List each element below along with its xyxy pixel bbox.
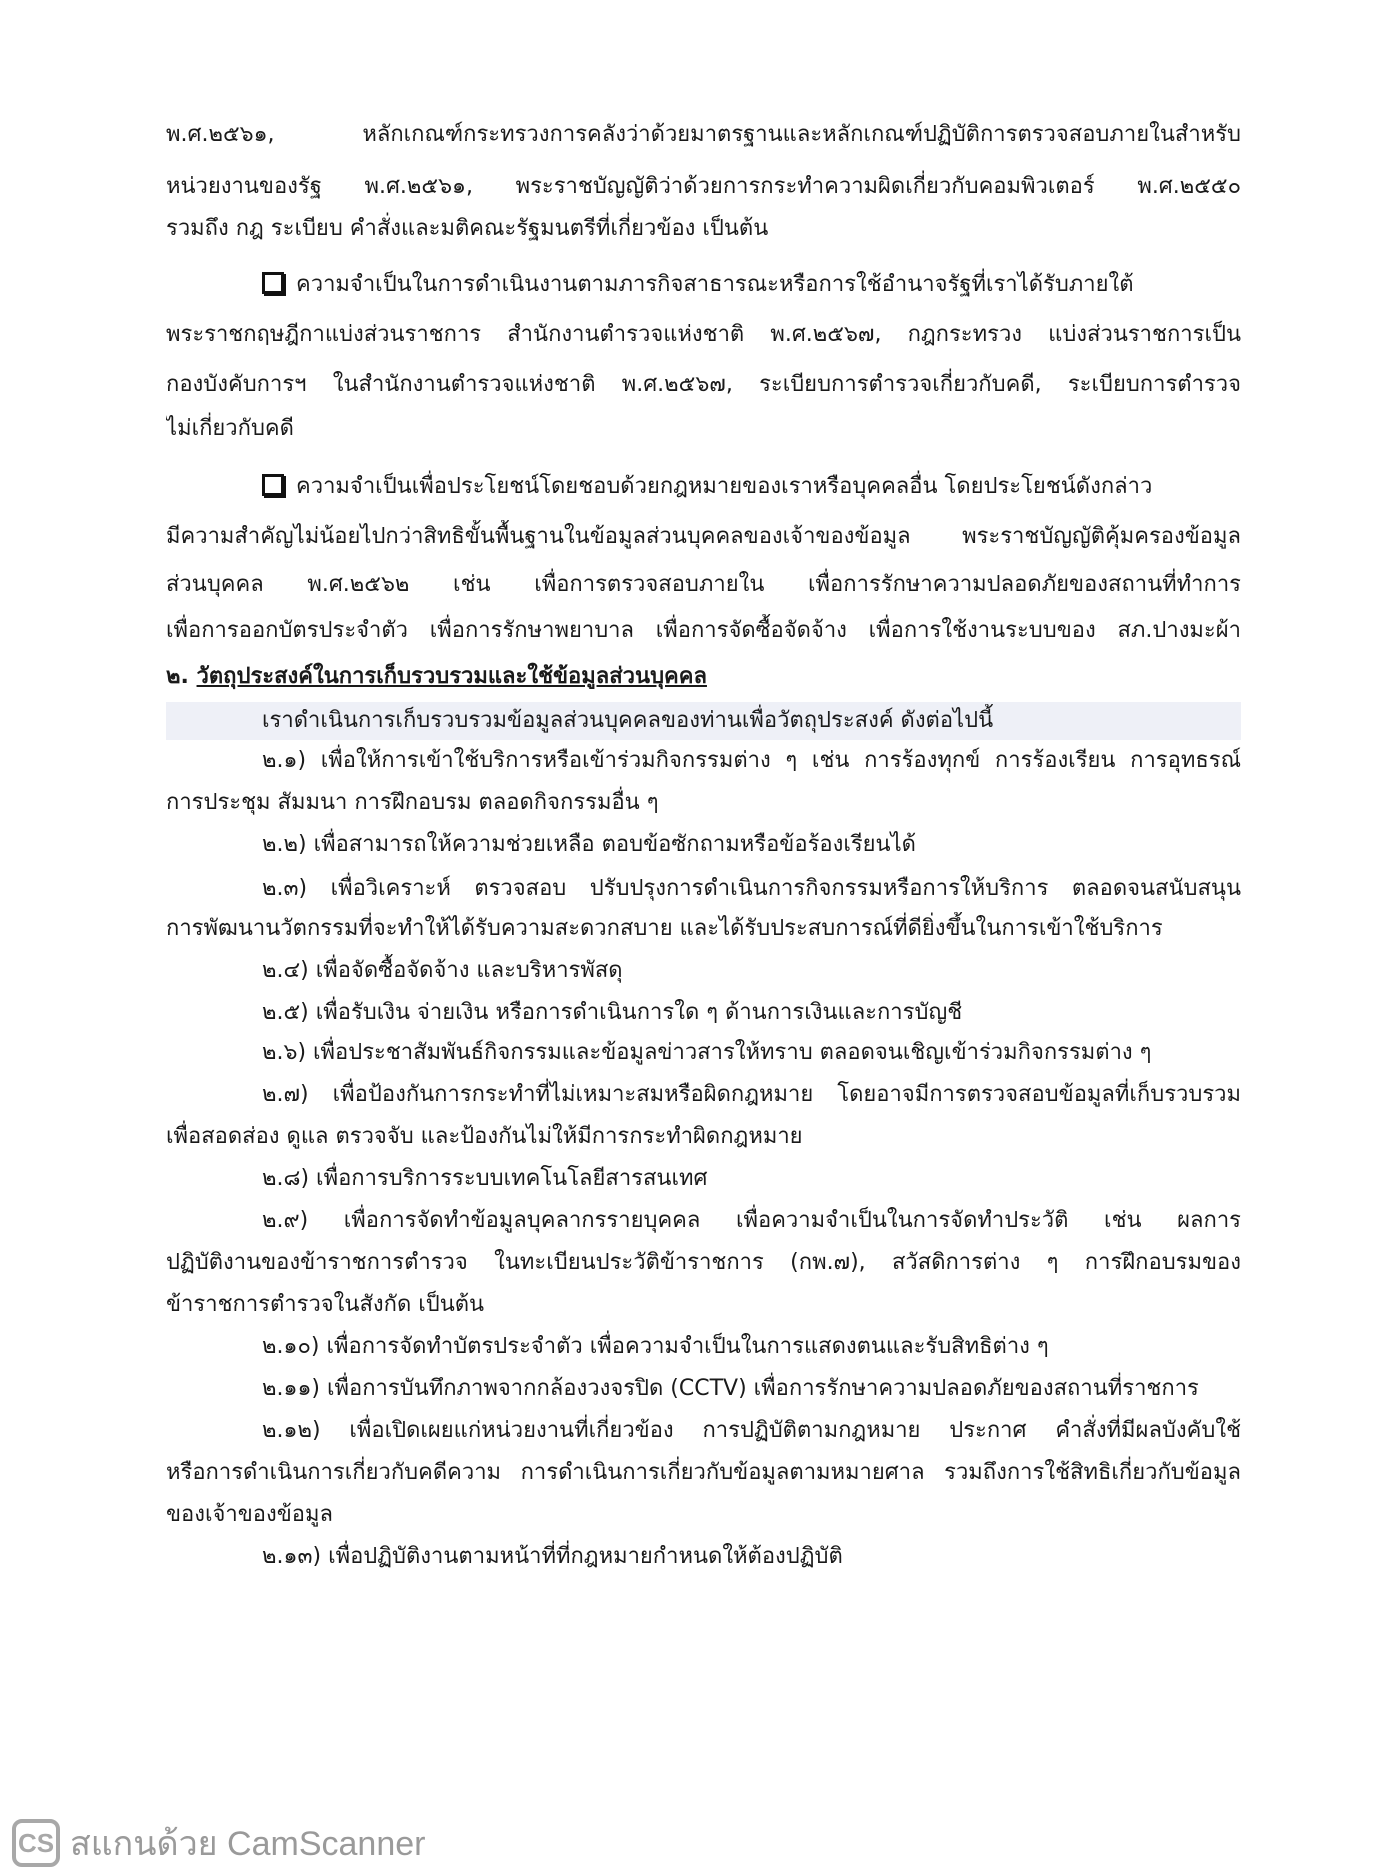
section-title: วัตถุประสงค์ในการเก็บรวบรวมและใช้ข้อมูลส่วนบุคคล (196, 664, 707, 689)
intro-line: หน่วยงานของรัฐ พ.ศ.๒๕๖๑, พระราชบัญญัติว่าด้วยการกระทำความผิดเกี่ยวกับคอมพิวเตอร์ พ.ศ.๒๕๕๐ (166, 174, 1241, 199)
public-task-text: ความจำเป็นในการดำเนินงานตามภารกิจสาธารณะหรือการใช้อำนาจรัฐที่เราได้รับภายใต้ (296, 272, 1134, 297)
watermark-text: สแกนด้วย CamScanner (70, 1825, 426, 1863)
list-item-cont: การพัฒนานวัตกรรมที่จะทำให้ได้รับความสะดวกสบาย และได้รับประสบการณ์ที่ดียิ่งขึ้นในการเข้าใช้บริการ (166, 916, 1163, 941)
legit-interest-line (262, 470, 1241, 506)
list-item: ๒.๑๒) เพื่อเปิดเผยแก่หน่วยงานที่เกี่ยวข้อง การปฏิบัติตามกฎหมาย ประกาศ คำสั่งที่มีผลบังคับใช้ (262, 1418, 1241, 1443)
list-item: ๒.๘) เพื่อการบริการระบบเทคโนโลยีสารสนเทศ (262, 1166, 708, 1191)
camscanner-logo-icon: CS (12, 1819, 60, 1867)
list-item: ๒.๗) เพื่อป้องกันการกระทำที่ไม่เหมาะสมหรือผิดกฎหมาย โดยอาจมีการตรวจสอบข้อมูลที่เก็บรวบรวม (262, 1082, 1241, 1107)
list-item-cont: เพื่อสอดส่อง ดูแล ตรวจจับ และป้องกันไม่ให้มีการกระทำผิดกฎหมาย (166, 1124, 803, 1149)
legit-interest-line: มีความสำคัญไม่น้อยไปกว่าสิทธิขั้นพื้นฐานในข้อมูลส่วนบุคคลของเจ้าของข้อมูล พระราชบัญญัติคุ้มครองข้อมูล (166, 524, 1241, 549)
camscanner-watermark (12, 1816, 425, 1870)
list-item: ๒.๑๓) เพื่อปฏิบัติงานตามหน้าที่ที่กฎหมายกำหนดให้ต้องปฏิบัติ (262, 1544, 843, 1569)
list-item-cont: การประชุม สัมมนา การฝึกอบรม ตลอดกิจกรรมอื่น ๆ (166, 790, 659, 815)
section-heading (166, 660, 1241, 696)
intro-line: รวมถึง กฎ ระเบียบ คำสั่งและมติคณะรัฐมนตรีที่เกี่ยวข้อง เป็นต้น (166, 216, 769, 241)
list-item-cont: ข้าราชการตำรวจในสังกัด เป็นต้น (166, 1292, 485, 1317)
checkbox-icon[interactable] (262, 272, 284, 294)
legit-interest-line: เพื่อการออกบัตรประจำตัว เพื่อการรักษาพยาบาล เพื่อการจัดซื้อจัดจ้าง เพื่อการใช้งานระบบของ สภ.ปางมะผ้า (166, 618, 1241, 643)
list-item: ๒.๑๐) เพื่อการจัดทำบัตรประจำตัว เพื่อความจำเป็นในการแสดงตนและรับสิทธิต่าง ๆ (262, 1334, 1049, 1359)
public-task-line (262, 268, 1241, 304)
list-item: ๒.๑) เพื่อให้การเข้าใช้บริการหรือเข้าร่วมกิจกรรมต่าง ๆ เช่น การร้องทุกข์ การร้องเรียน การอุทธรณ์ (262, 748, 1241, 773)
list-item: ๒.๖) เพื่อประชาสัมพันธ์กิจกรรมและข้อมูลข่าวสารให้ทราบ ตลอดจนเชิญเข้าร่วมกิจกรรมต่าง ๆ (262, 1040, 1152, 1065)
list-item: ๒.๔) เพื่อจัดซื้อจัดจ้าง และบริหารพัสดุ (262, 958, 623, 983)
checkbox-icon[interactable] (262, 474, 284, 496)
section-intro: เราดำเนินการเก็บรวบรวมข้อมูลส่วนบุคคลของท่านเพื่อวัตถุประสงค์ ดังต่อไปนี้ (262, 708, 994, 733)
legit-interest-line: ส่วนบุคคล พ.ศ.๒๕๖๒ เช่น เพื่อการตรวจสอบภายใน เพื่อการรักษาความปลอดภัยของสถานที่ทำการ (166, 572, 1241, 597)
list-item-cont: ของเจ้าของข้อมูล (166, 1502, 333, 1527)
intro-line: พ.ศ.๒๕๖๑, หลักเกณฑ์กระทรวงการคลังว่าด้วยมาตรฐานและหลักเกณฑ์ปฏิบัติการตรวจสอบภายในสำหรับ (166, 122, 1241, 147)
section-number: ๒. (166, 664, 189, 689)
list-item: ๒.๑๑) เพื่อการบันทึกภาพจากกล้องวงจรปิด (CCTV) เพื่อการรักษาความปลอดภัยของสถานที่ราชการ (262, 1376, 1199, 1401)
list-item: ๒.๒) เพื่อสามารถให้ความช่วยเหลือ ตอบข้อซักถามหรือข้อร้องเรียนได้ (262, 832, 916, 857)
list-item-cont: หรือการดำเนินการเกี่ยวกับคดีความ การดำเนินการเกี่ยวกับข้อมูลตามหมายศาล รวมถึงการใช้สิทธิเกี่ยวกับข้อมูล (166, 1460, 1241, 1485)
public-task-line: พระราชกฤษฎีกาแบ่งส่วนราชการ สำนักงานตำรวจแห่งชาติ พ.ศ.๒๕๖๗, กฎกระทรวง แบ่งส่วนราชการเป็น (166, 322, 1241, 347)
public-task-line: ไม่เกี่ยวกับคดี (166, 416, 294, 441)
list-item-cont: ปฏิบัติงานของข้าราชการตำรวจ ในทะเบียนประวัติข้าราชการ (กพ.๗), สวัสดิการต่าง ๆ การฝึกอบรมของ (166, 1250, 1241, 1275)
list-item: ๒.๕) เพื่อรับเงิน จ่ายเงิน หรือการดำเนินการใด ๆ ด้านการเงินและการบัญชี (262, 1000, 963, 1025)
list-item: ๒.๓) เพื่อวิเคราะห์ ตรวจสอบ ปรับปรุงการดำเนินการกิจกรรมหรือการให้บริการ ตลอดจนสนับสนุน (262, 876, 1241, 901)
public-task-line: กองบังคับการฯ ในสำนักงานตำรวจแห่งชาติ พ.ศ.๒๕๖๗, ระเบียบการตำรวจเกี่ยวกับคดี, ระเบียบการตำรวจ (166, 372, 1241, 397)
legit-interest-text: ความจำเป็นเพื่อประโยชน์โดยชอบด้วยกฎหมายของเราหรือบุคคลอื่น โดยประโยชน์ดังกล่าว (296, 474, 1153, 499)
list-item: ๒.๙) เพื่อการจัดทำข้อมูลบุคลากรรายบุคคล เพื่อความจำเป็นในการจัดทำประวัติ เช่น ผลการ (262, 1208, 1241, 1233)
